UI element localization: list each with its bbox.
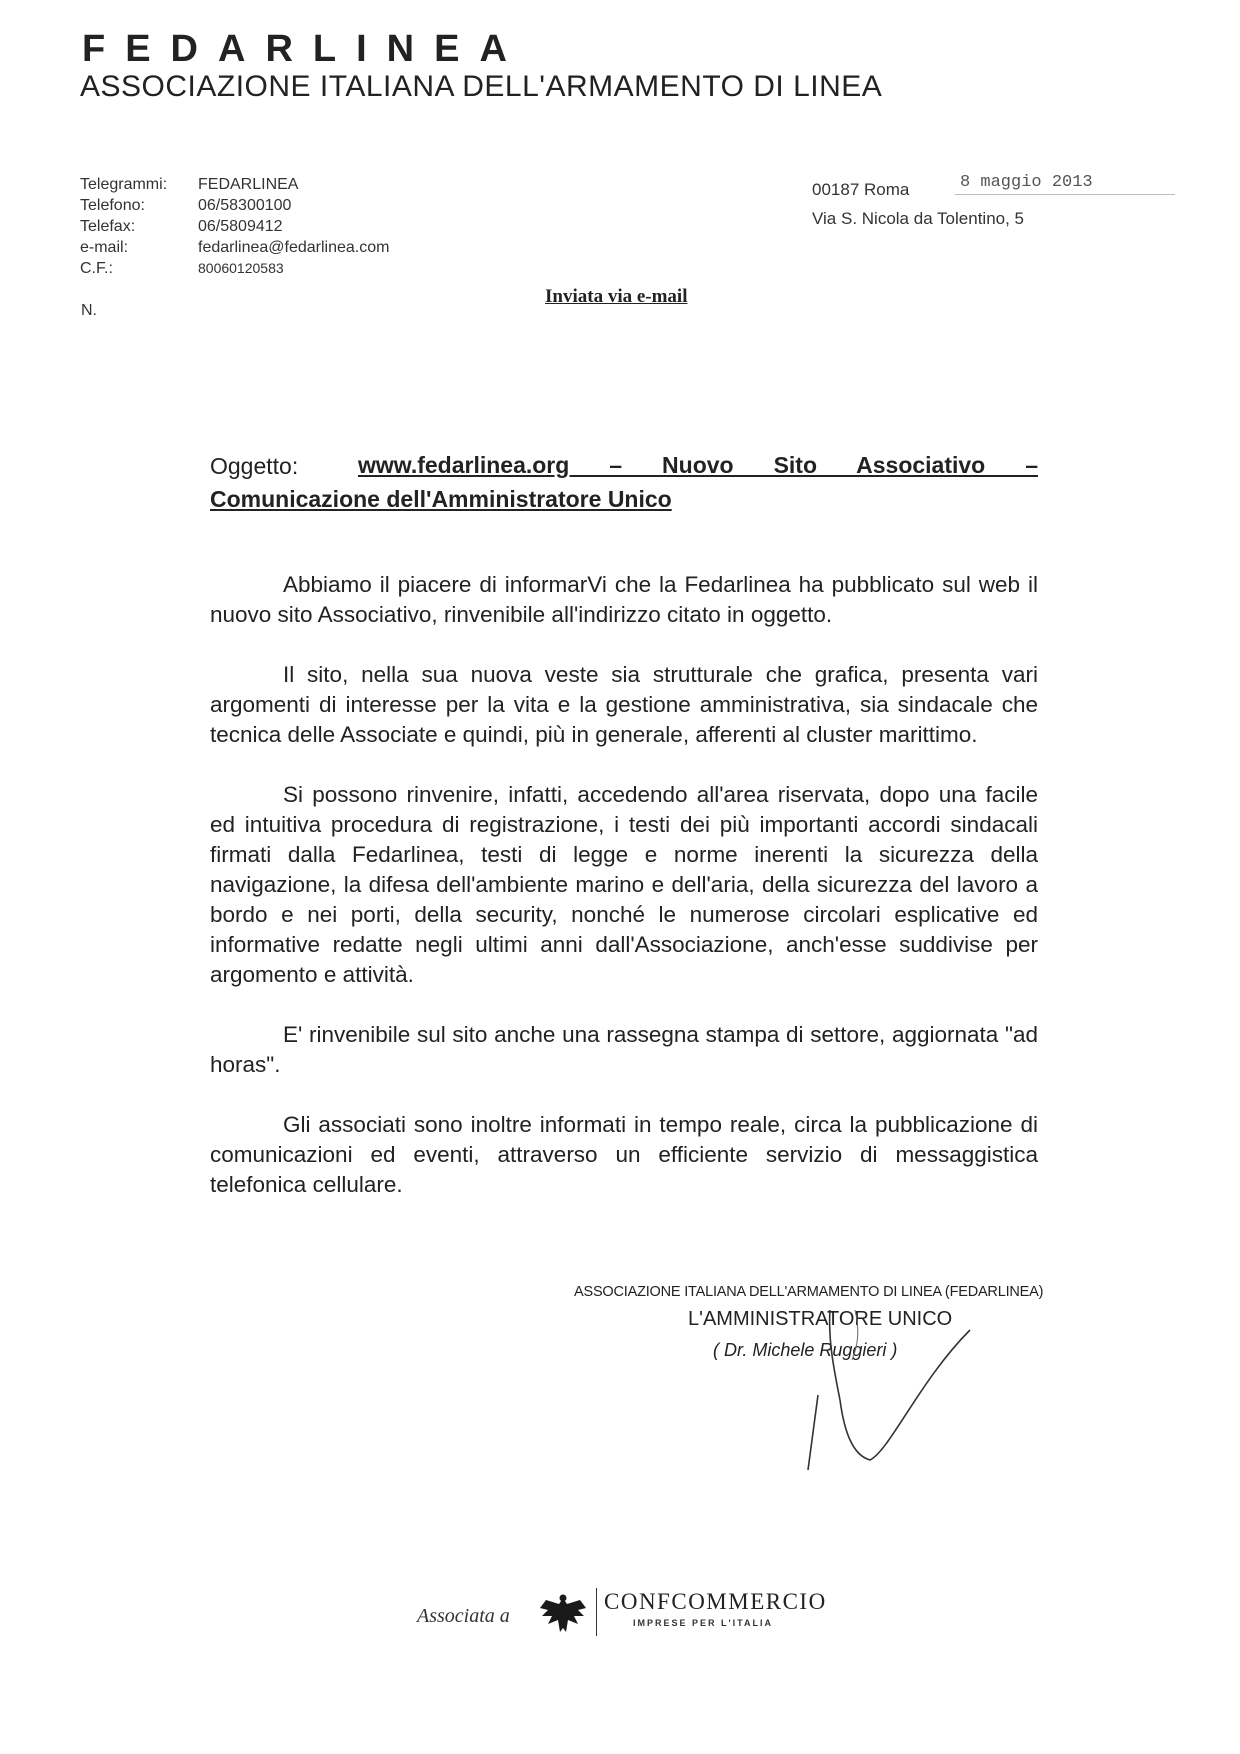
body-paragraph: Abbiamo il piacere di informarVi che la Fedarlinea ha pubblicato sul web il nuovo sito Associativo, rinvenibile all'indirizzo citato in oggetto. [210, 572, 1038, 627]
contact-row-telefax [80, 216, 389, 237]
contact-value: FEDARLINEA [198, 176, 299, 193]
letterhead-association-name: ASSOCIAZIONE ITALIANA DELL'ARMAMENTO DI LINEA [80, 70, 883, 103]
body-paragraph: Il sito, nella sua nuova veste sia strutturale che grafica, presenta vari argomenti di interesse per la vita e la gestione amministrativa, sia sindacale che tecnica delle Associate e quindi, più in generale, afferenti al cluster marittimo. [210, 662, 1038, 747]
contact-label: Telegrammi: [80, 176, 168, 193]
subject-label: Oggetto: [210, 453, 299, 479]
signature-name: ( Dr. Michele Ruggieri ) [713, 1340, 898, 1360]
contact-label: e-mail: [80, 239, 129, 256]
address-city: 00187 Roma [812, 180, 910, 199]
contact-label: C.F.: [80, 260, 113, 277]
signature-role: L'AMMINISTRATORE UNICO [688, 1308, 953, 1330]
associated-to-label: Associata a [417, 1605, 510, 1627]
contact-label: Telefax: [80, 218, 136, 235]
contact-value: 06/5809412 [198, 218, 283, 235]
letter-date: 8 maggio 2013 [960, 173, 1093, 192]
eagle-emblem-icon [538, 1592, 588, 1638]
contact-value: fedarlinea@fedarlinea.com [198, 239, 390, 256]
subject-line-2: Comunicazione dell'Amministratore Unico [210, 486, 672, 512]
contact-row-cf [80, 258, 389, 279]
confcommercio-logo-name: CONFCOMMERCIO [604, 1589, 827, 1614]
contact-block [80, 174, 389, 279]
reference-number: N. [81, 302, 97, 319]
letter-body [210, 570, 1038, 1230]
body-paragraph: Si possono rinvenire, infatti, accedendo all'area riservata, dopo una facile ed intuitiva procedura di registrazione, i testi dei più importanti accordi sindacali firmati dalla Fedarlinea, testi di legge e norme inerenti la sicurezza della navigazione, la difesa dell'ambiente marino e dell'aria, della sicurezza del lavoro a bordo e nei porti, della security, nonché le numerose circolari esplicative ed informative redatte negli ultimi anni dall'Associazione, anch'esse suddivise per argomento e attività. [210, 782, 1038, 987]
contact-row-telegrammi [80, 174, 389, 195]
contact-value: 80060120583 [198, 260, 284, 276]
contact-label: Telefono: [80, 197, 145, 214]
confcommercio-logo-tagline: IMPRESE PER L'ITALIA [633, 1618, 773, 1628]
handwritten-signature [800, 1300, 1000, 1470]
body-paragraph: Gli associati sono inoltre informati in tempo reale, circa la pubblicazione di comunicazioni ed eventi, attraverso un efficiente servizio di messaggistica telefonica cellulare. [210, 1112, 1038, 1197]
contact-row-email [80, 237, 389, 258]
letterhead-brand: FEDARLINEA [82, 28, 527, 70]
address-street: Via S. Nicola da Tolentino, 5 [812, 209, 1025, 228]
contact-value: 06/58300100 [198, 197, 292, 214]
date-underline [955, 194, 1175, 195]
logo-divider [596, 1588, 597, 1636]
sent-via-note: Inviata via e-mail [545, 286, 688, 307]
subject-line-1: www.fedarlinea.org – Nuovo Sito Associativo – [358, 452, 1038, 478]
body-paragraph: E' rinvenibile sul sito anche una rassegna stampa di settore, aggiornata "ad horas". [210, 1022, 1038, 1077]
contact-row-telefono [80, 195, 389, 216]
signature-association: ASSOCIAZIONE ITALIANA DELL'ARMAMENTO DI LINEA (FEDARLINEA) [574, 1284, 1044, 1300]
